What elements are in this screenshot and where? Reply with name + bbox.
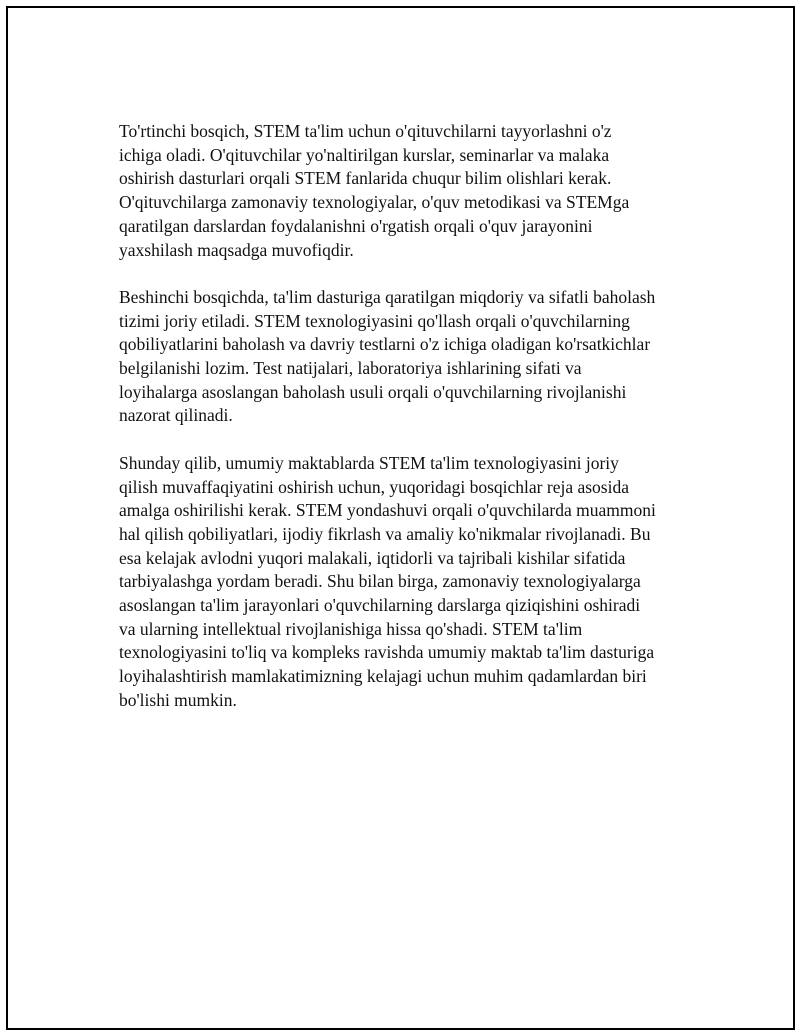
paragraph-conclusion: Shunday qilib, umumiy maktablarda STEM ta'lim texnologiyasini joriy qilish muvaffaqiyatini oshirish uchun, yuqoridagi bosqichlar reja asosida amalga oshirilishi kerak. STEM yondashuvi orqali o'quvchilarda muammoni hal qilish qobiliyatlari, ijodiy fikrlash va amaliy ko'nikmalar rivojlanadi. Bu esa kelajak avlodni yuqori malakali, iqtidorli va tajribali kishilar sifatida tarbiyalashga yordam beradi. Shu bilan birga, zamonaviy texnologiyalarga asoslangan ta'lim jarayonlari o'quvchilarning darslarga qiziqishini oshiradi va ularning intellektual rivojlanishiga hissa qo'shadi. STEM ta'lim texnologiyasini to'liq va kompleks ravishda umumiy maktab ta'lim dasturiga loyihalashtirish mamlakatimizning kelajagi uchun muhim qadamlardan biri bo'lishi mumkin. <box>119 452 656 710</box>
paragraph-stage-five: Beshinchi bosqichda, ta'lim dasturiga qaratilgan miqdoriy va sifatli baholash tizimi joriy etiladi. STEM texnologiyasini qo'llash orqali o'quvchilarning qobiliyatlarini baholash va davriy testlarni o'z ichiga oladigan ko'rsatkichlar belgilanishi lozim. Test natijalari, laboratoriya ishlarining sifati va loyihalarga asoslangan baholash usuli orqali o'quvchilarning rivojlanishi nazorat qilinadi. <box>119 286 656 426</box>
document-body <box>119 120 679 713</box>
page-border <box>6 6 795 1030</box>
paragraph-stage-four: To'rtinchi bosqich, STEM ta'lim uchun o'qituvchilarni tayyorlashni o'z ichiga oladi. O'qituvchilar yo'naltirilgan kurslar, seminarlar va malaka oshirish dasturlari orqali STEM fanlarida chuqur bilim olishlari kerak. O'qituvchilarga zamonaviy texnologiyalar, o'quv metodikasi va STEMga qaratilgan darslardan foydalanishni o'rgatish orqali o'quv jarayonini yaxshilash maqsadga muvofiqdir. <box>119 121 630 260</box>
